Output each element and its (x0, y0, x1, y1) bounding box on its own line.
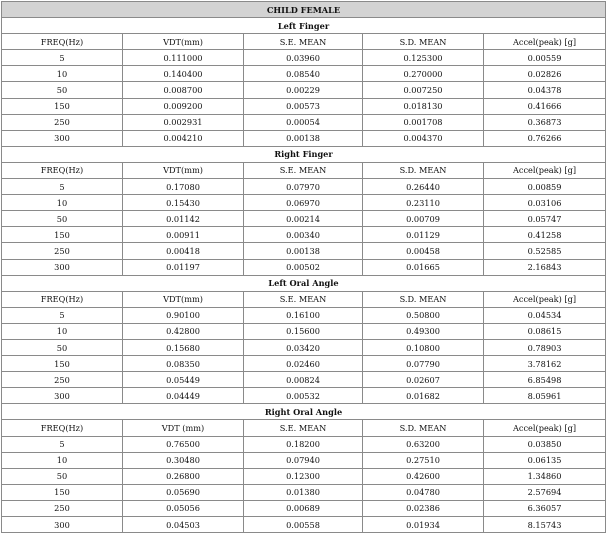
table-row (2, 436, 606, 452)
child-female-table (1, 1, 606, 533)
vdt-cell: 0.111000 (123, 50, 244, 66)
vdt-cell: 0.008700 (123, 82, 244, 98)
vdt-cell: 0.05056 (123, 500, 244, 516)
vdt-cell: 0.08350 (123, 356, 244, 372)
column-header: VDT(mm) (123, 291, 244, 307)
se-mean-cell: 0.00573 (244, 98, 363, 114)
accel-cell: 0.03850 (484, 436, 606, 452)
freq-cell: 250 (2, 114, 123, 130)
section-row-right-finger (2, 146, 606, 162)
accel-cell: 1.34860 (484, 468, 606, 484)
accel-cell: 0.05747 (484, 211, 606, 227)
table-row (2, 227, 606, 243)
table-row (2, 468, 606, 484)
freq-cell: 250 (2, 372, 123, 388)
column-header: S.E. MEAN (244, 162, 363, 178)
vdt-cell: 0.76500 (123, 436, 244, 452)
freq-cell: 150 (2, 484, 123, 500)
column-header-row (2, 420, 606, 436)
table-row (2, 66, 606, 82)
se-mean-cell: 0.00502 (244, 259, 363, 275)
sd-mean-cell: 0.27510 (363, 452, 484, 468)
freq-cell: 50 (2, 339, 123, 355)
section-row-right-oral-angle (2, 404, 606, 420)
sd-mean-cell: 0.02386 (363, 500, 484, 516)
column-header: S.D. MEAN (363, 291, 484, 307)
table-row (2, 50, 606, 66)
column-header: S.D. MEAN (363, 162, 484, 178)
sd-mean-cell: 0.018130 (363, 98, 484, 114)
freq-cell: 5 (2, 307, 123, 323)
section-row-left-finger (2, 18, 606, 34)
sd-mean-cell: 0.23110 (363, 195, 484, 211)
se-mean-cell: 0.00824 (244, 372, 363, 388)
accel-cell: 0.41666 (484, 98, 606, 114)
se-mean-cell: 0.00229 (244, 82, 363, 98)
vdt-cell: 0.04503 (123, 517, 244, 533)
table-row (2, 243, 606, 259)
sd-mean-cell: 0.001708 (363, 114, 484, 130)
sd-mean-cell: 0.01934 (363, 517, 484, 533)
sd-mean-cell: 0.270000 (363, 66, 484, 82)
se-mean-cell: 0.00214 (244, 211, 363, 227)
table-row (2, 500, 606, 516)
vdt-cell: 0.140400 (123, 66, 244, 82)
column-header: Accel(peak) [g] (484, 34, 606, 50)
sd-mean-cell: 0.004370 (363, 130, 484, 146)
table-row (2, 307, 606, 323)
column-header: Accel(peak) [g] (484, 291, 606, 307)
table-row (2, 179, 606, 195)
freq-cell: 10 (2, 66, 123, 82)
table-row (2, 98, 606, 114)
table-row (2, 195, 606, 211)
vdt-cell: 0.05690 (123, 484, 244, 500)
table-row (2, 339, 606, 355)
accel-cell: 0.04534 (484, 307, 606, 323)
vdt-cell: 0.90100 (123, 307, 244, 323)
freq-cell: 5 (2, 50, 123, 66)
freq-cell: 300 (2, 388, 123, 404)
accel-cell: 0.00859 (484, 179, 606, 195)
vdt-cell: 0.00911 (123, 227, 244, 243)
freq-cell: 150 (2, 356, 123, 372)
table-body (2, 2, 606, 533)
table-row (2, 517, 606, 533)
accel-cell: 8.05961 (484, 388, 606, 404)
freq-cell: 5 (2, 179, 123, 195)
section-title: Left Oral Angle (2, 275, 606, 291)
se-mean-cell: 0.07940 (244, 452, 363, 468)
vdt-cell: 0.00418 (123, 243, 244, 259)
section-title: Right Oral Angle (2, 404, 606, 420)
accel-cell: 2.16843 (484, 259, 606, 275)
vdt-cell: 0.17080 (123, 179, 244, 195)
freq-cell: 5 (2, 436, 123, 452)
vdt-cell: 0.15430 (123, 195, 244, 211)
se-mean-cell: 0.01380 (244, 484, 363, 500)
vdt-cell: 0.01197 (123, 259, 244, 275)
freq-cell: 300 (2, 130, 123, 146)
column-header: S.D. MEAN (363, 420, 484, 436)
column-header-row (2, 162, 606, 178)
table-row (2, 323, 606, 339)
column-header: FREQ(Hz) (2, 291, 123, 307)
column-header: Accel(peak) [g] (484, 420, 606, 436)
accel-cell: 0.08615 (484, 323, 606, 339)
se-mean-cell: 0.12300 (244, 468, 363, 484)
table-row (2, 452, 606, 468)
vdt-cell: 0.42800 (123, 323, 244, 339)
sd-mean-cell: 0.63200 (363, 436, 484, 452)
section-row-left-oral-angle (2, 275, 606, 291)
se-mean-cell: 0.00138 (244, 243, 363, 259)
freq-cell: 50 (2, 211, 123, 227)
column-header: FREQ(Hz) (2, 34, 123, 50)
se-mean-cell: 0.06970 (244, 195, 363, 211)
sd-mean-cell: 0.125300 (363, 50, 484, 66)
accel-cell: 0.06135 (484, 452, 606, 468)
accel-cell: 0.02826 (484, 66, 606, 82)
section-title: Right Finger (2, 146, 606, 162)
column-header: FREQ(Hz) (2, 162, 123, 178)
se-mean-cell: 0.08540 (244, 66, 363, 82)
table-row (2, 484, 606, 500)
column-header: VDT (mm) (123, 420, 244, 436)
table-title-row (2, 2, 606, 18)
accel-cell: 0.41258 (484, 227, 606, 243)
column-header: S.E. MEAN (244, 291, 363, 307)
vdt-cell: 0.009200 (123, 98, 244, 114)
accel-cell: 6.36057 (484, 500, 606, 516)
accel-cell: 0.36873 (484, 114, 606, 130)
accel-cell: 0.78903 (484, 339, 606, 355)
table-row (2, 114, 606, 130)
table-row (2, 130, 606, 146)
se-mean-cell: 0.02460 (244, 356, 363, 372)
sd-mean-cell: 0.26440 (363, 179, 484, 195)
table-row (2, 372, 606, 388)
sd-mean-cell: 0.10800 (363, 339, 484, 355)
column-header: S.E. MEAN (244, 420, 363, 436)
sd-mean-cell: 0.007250 (363, 82, 484, 98)
section-title: Left Finger (2, 18, 606, 34)
sd-mean-cell: 0.01129 (363, 227, 484, 243)
vdt-cell: 0.004210 (123, 130, 244, 146)
se-mean-cell: 0.16100 (244, 307, 363, 323)
column-header-row (2, 34, 606, 50)
column-header: S.D. MEAN (363, 34, 484, 50)
accel-cell: 0.03106 (484, 195, 606, 211)
table-title: CHILD FEMALE (2, 2, 606, 18)
accel-cell: 0.00559 (484, 50, 606, 66)
sd-mean-cell: 0.00458 (363, 243, 484, 259)
freq-cell: 300 (2, 259, 123, 275)
column-header: FREQ(Hz) (2, 420, 123, 436)
accel-cell: 8.15743 (484, 517, 606, 533)
vdt-cell: 0.30480 (123, 452, 244, 468)
freq-cell: 10 (2, 195, 123, 211)
freq-cell: 150 (2, 227, 123, 243)
sd-mean-cell: 0.49300 (363, 323, 484, 339)
accel-cell: 0.76266 (484, 130, 606, 146)
column-header: Accel(peak) [g] (484, 162, 606, 178)
se-mean-cell: 0.00054 (244, 114, 363, 130)
se-mean-cell: 0.00340 (244, 227, 363, 243)
se-mean-cell: 0.00689 (244, 500, 363, 516)
freq-cell: 300 (2, 517, 123, 533)
column-header: S.E. MEAN (244, 34, 363, 50)
sd-mean-cell: 0.00709 (363, 211, 484, 227)
table-row (2, 356, 606, 372)
accel-cell: 0.04378 (484, 82, 606, 98)
vdt-cell: 0.002931 (123, 114, 244, 130)
vdt-cell: 0.05449 (123, 372, 244, 388)
se-mean-cell: 0.03420 (244, 339, 363, 355)
sd-mean-cell: 0.01665 (363, 259, 484, 275)
table-row (2, 388, 606, 404)
vdt-cell: 0.15680 (123, 339, 244, 355)
sd-mean-cell: 0.07790 (363, 356, 484, 372)
sd-mean-cell: 0.02607 (363, 372, 484, 388)
column-header: VDT(mm) (123, 34, 244, 50)
table-row (2, 82, 606, 98)
se-mean-cell: 0.00558 (244, 517, 363, 533)
se-mean-cell: 0.15600 (244, 323, 363, 339)
table-row (2, 259, 606, 275)
vdt-cell: 0.04449 (123, 388, 244, 404)
freq-cell: 150 (2, 98, 123, 114)
accel-cell: 6.85498 (484, 372, 606, 388)
se-mean-cell: 0.00532 (244, 388, 363, 404)
vdt-cell: 0.01142 (123, 211, 244, 227)
freq-cell: 10 (2, 452, 123, 468)
sd-mean-cell: 0.04780 (363, 484, 484, 500)
se-mean-cell: 0.07970 (244, 179, 363, 195)
se-mean-cell: 0.03960 (244, 50, 363, 66)
sd-mean-cell: 0.42600 (363, 468, 484, 484)
se-mean-cell: 0.18200 (244, 436, 363, 452)
sd-mean-cell: 0.01682 (363, 388, 484, 404)
se-mean-cell: 0.00138 (244, 130, 363, 146)
freq-cell: 10 (2, 323, 123, 339)
freq-cell: 250 (2, 500, 123, 516)
freq-cell: 250 (2, 243, 123, 259)
column-header: VDT(mm) (123, 162, 244, 178)
vdt-cell: 0.26800 (123, 468, 244, 484)
table-row (2, 211, 606, 227)
accel-cell: 2.57694 (484, 484, 606, 500)
freq-cell: 50 (2, 82, 123, 98)
freq-cell: 50 (2, 468, 123, 484)
sd-mean-cell: 0.50800 (363, 307, 484, 323)
accel-cell: 0.52585 (484, 243, 606, 259)
column-header-row (2, 291, 606, 307)
accel-cell: 3.78162 (484, 356, 606, 372)
